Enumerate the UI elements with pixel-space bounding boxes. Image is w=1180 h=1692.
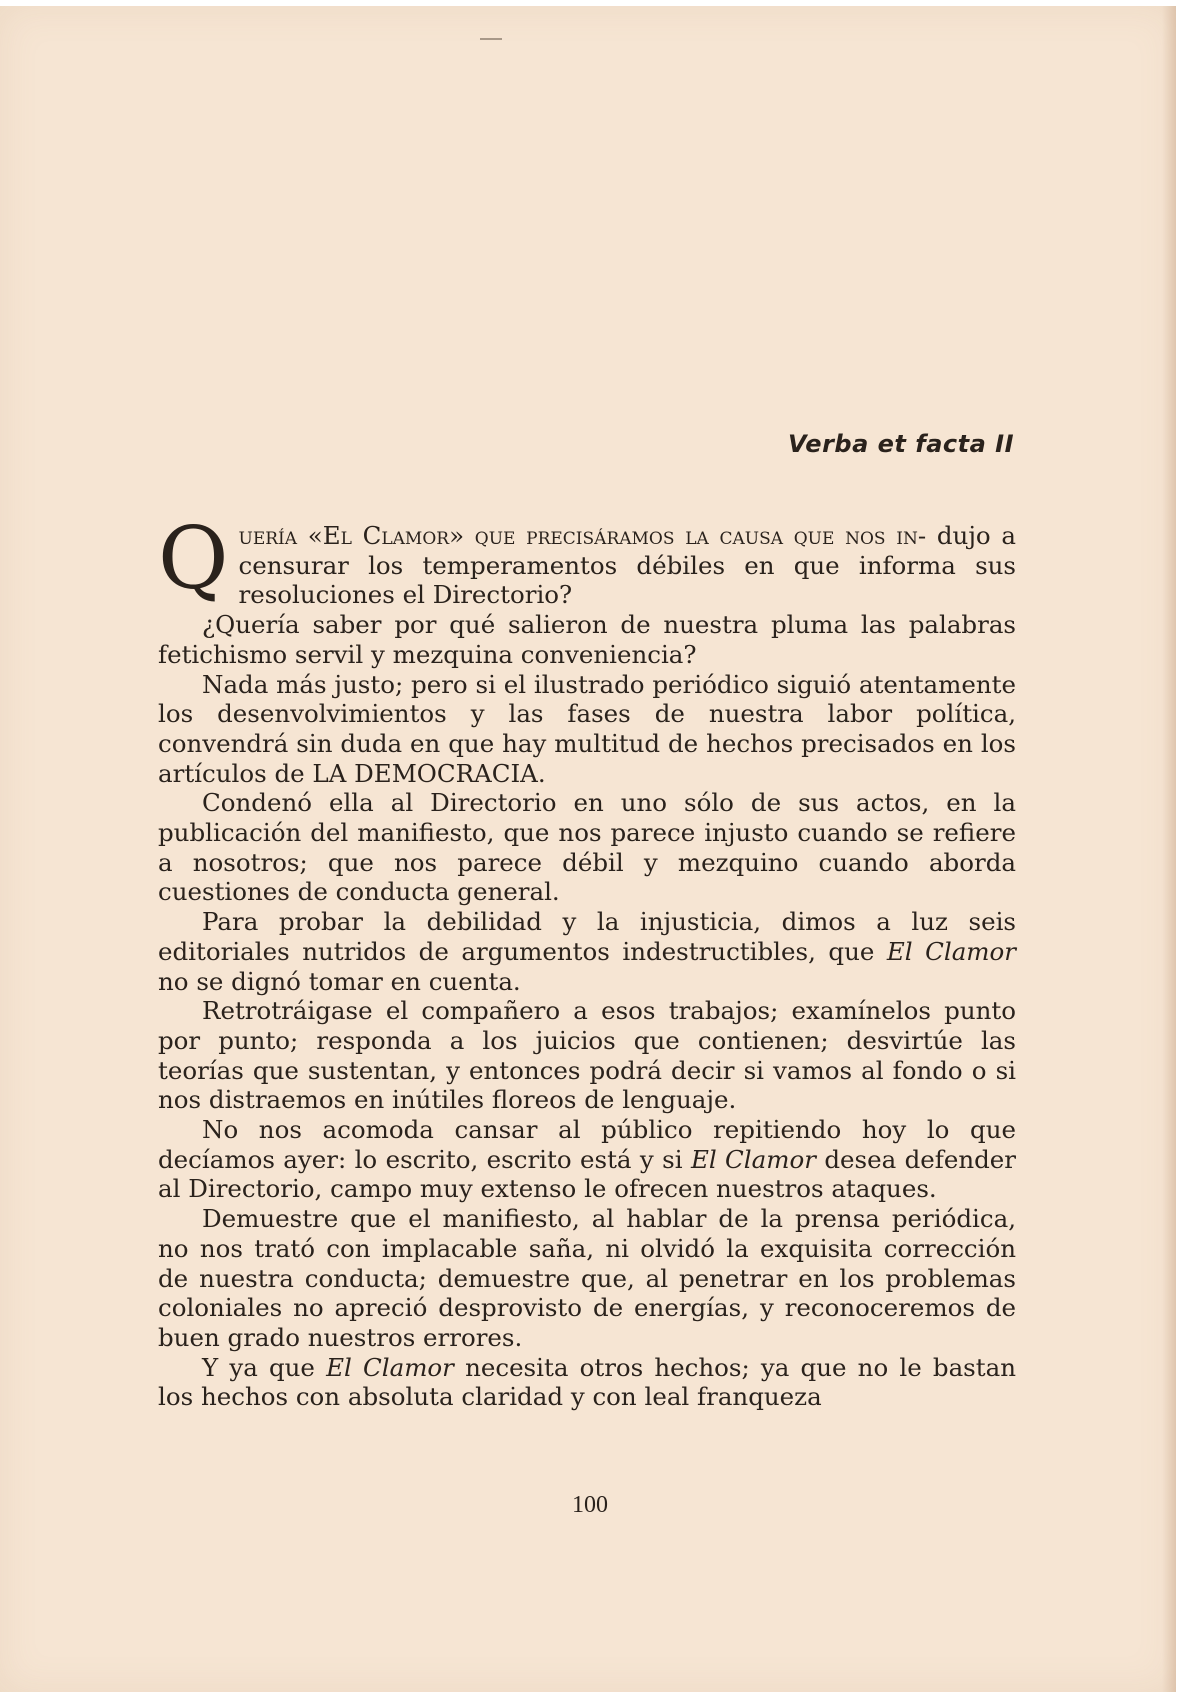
page-number: 100 bbox=[572, 1492, 608, 1518]
page-edge-shadow bbox=[1162, 6, 1176, 1692]
paragraph-9 bbox=[158, 1353, 1016, 1412]
print-mark bbox=[480, 38, 502, 40]
paragraph-4: Condenó ella al Directorio en uno sólo de sus actos, en la publicación del manifiesto, que nos parece injusto cuando se refiere a nosotros; que nos parece débil y mezquino cuando aborda cuestiones de conducta general. bbox=[158, 788, 1016, 907]
opening-small-caps: uería «El Clamor» que precisáramos la causa que nos in- bbox=[238, 521, 927, 550]
p9-text-a: Y ya que bbox=[202, 1352, 327, 1382]
article-body bbox=[158, 509, 1017, 1412]
article-title: Verba et facta II bbox=[787, 430, 1014, 458]
p7-text-a: No nos acomoda cansar al público repitiendo hoy lo que decíamos ayer: lo escrito, escrito está y si bbox=[158, 1115, 1016, 1174]
paragraph-1 bbox=[158, 509, 1016, 610]
p5-text-b: no se dignó tomar en cuenta. bbox=[158, 966, 521, 996]
p5-text-a: Para probar la debilidad y la injusticia, dimos a luz seis editoriales nutridos de argumentos indestructibles, que bbox=[158, 907, 1016, 966]
paragraph-2: ¿Quería saber por qué salieron de nuestra pluma las palabras fetichismo servil y mezquina conveniencia? bbox=[158, 610, 1016, 669]
p7-newspaper-name: El Clamor bbox=[690, 1144, 816, 1174]
paragraph-7 bbox=[158, 1115, 1016, 1204]
paragraph-8: Demuestre que el manifiesto, al hablar de la prensa periódica, no nos trató con implacable saña, ni olvidó la exquisita corrección de nuestra conducta; demuestre que, al penetrar en los problemas coloniales no apreció desprovisto de energías, y reconoceremos de buen grado nuestros errores. bbox=[158, 1204, 1016, 1352]
p9-newspaper-name: El Clamor bbox=[326, 1352, 454, 1382]
p9-text-b: necesita otros hechos; ya que no le bastan los hechos con absoluta claridad y con leal franqueza bbox=[158, 1352, 1016, 1412]
paragraph-3: Nada más justo; pero si el ilustrado periódico siguió atentamente los desenvolvimientos y las fases de nuestra labor política, convendrá sin duda en que hay multitud de hechos precisados en los artículos de LA DEMOCRACIA. bbox=[158, 669, 1016, 788]
drop-cap: Q bbox=[158, 509, 229, 609]
p7-text-b: desea defender al Directorio, campo muy extenso le ofrecen nuestros ataques. bbox=[158, 1144, 1017, 1204]
book-page bbox=[0, 6, 1176, 1692]
p5-newspaper-name: El Clamor bbox=[886, 936, 1017, 966]
paragraph-5 bbox=[158, 907, 1016, 996]
opening-text: dujo a censurar los temperamentos débiles en que informa sus resoluciones el Directorio? bbox=[238, 521, 1016, 610]
paragraph-6: Retrotráigase el compañero a esos trabajos; examínelos punto por punto; responda a los juicios que contienen; desvirtúe las teorías que sustentan, y entonces podrá decir si vamos al fondo o si nos distraemos en inútiles floreos de lenguaje. bbox=[158, 996, 1016, 1115]
